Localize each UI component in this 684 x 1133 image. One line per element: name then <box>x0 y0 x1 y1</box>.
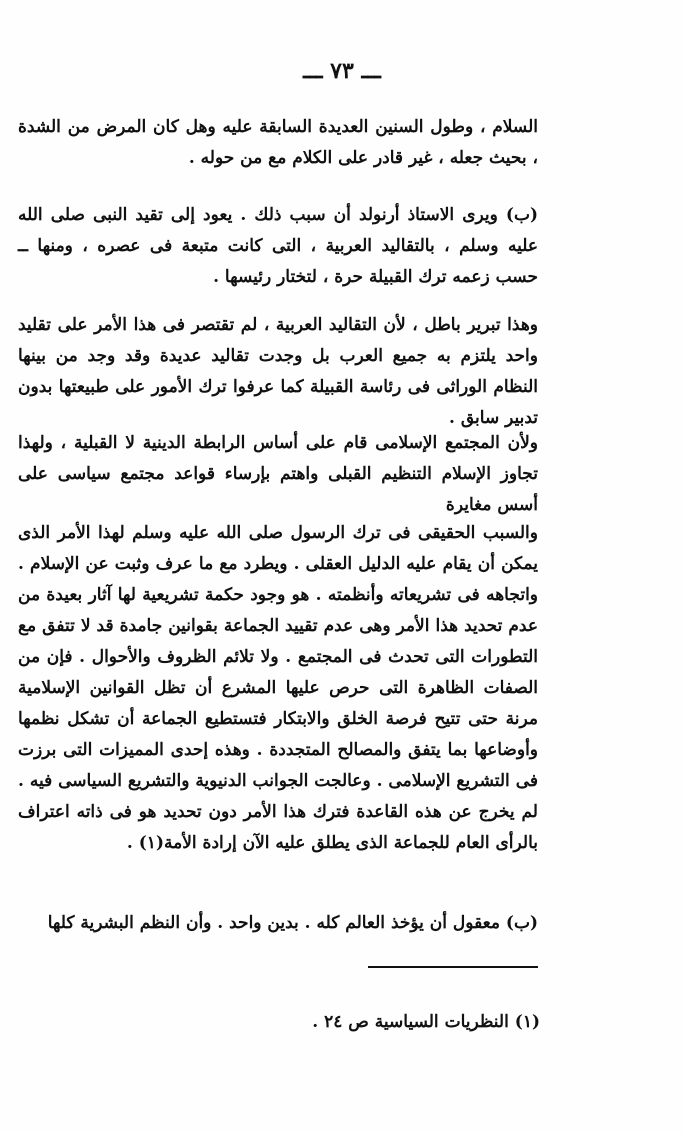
paragraph-5: والسبب الحقيقى فى ترك الرسول صلى الله عليه وسلم لهذا الأمر الذى يمكن أن يقام عليه الدليل العقلى . ويطرد مع ما عرف وثبت عن الإسلام . واتجاهه فى تشريعاته وأنظمته . هو وجود حكمة تشريعية لها آثار بعيدة من عدم تحديد هذا الأمر وهى عدم تقييد الجماعة بقوانين جامدة قد لا تتفق مع التطورات التى تحدث فى المجتمع . ولا تلائم الظروف والأحوال . فإن من الصفات الظاهرة التى حرص عليها المشرع أن تظل القوانين الإسلامية مرنة حتى تتيح فرصة الخلق والابتكار فتستطيع الجماعة أن تشكل نظمها وأوضاعها بما يتفق والمصالح المتجددة . وهذه إحدى المميزات التى برزت فى التشريع الإسلامى . وعالجت الجوانب الدنيوية والتشريع السياسى فيه . لم يخرج عن هذه القاعدة فترك هذا الأمر دون تحديد هو فى ذاته اعتراف بالرأى العام للجماعة الذى يطلق عليه الآن إرادة الأمة(١) . <box>18 523 538 853</box>
footnote-separator <box>368 966 538 968</box>
paragraph-4: ولأن المجتمع الإسلامى قام على أساس الرابطة الدينية لا القبلية ، ولهذا تجاوز الإسلام التنظيم القبلى واهتم بإرساء قواعد مجتمع سياسى على أسس مغايرة <box>18 433 538 515</box>
paragraph-2: (ب) ويرى الاستاذ أرنولد أن سبب ذلك . يعود إلى تقيد النبى صلى الله عليه وسلم ، بالتقاليد العربية ، التى كانت متبعة فى عصره ، ومنها ــ حسب زعمه ترك القبيلة حرة ، لتختار رئيسها . <box>18 205 538 287</box>
page-number: ـــ ٧٣ ـــ <box>303 58 381 84</box>
paragraph-3: وهذا تبرير باطل ، لأن التقاليد العربية ، لم تقتصر فى هذا الأمر على تقليد واحد يلتزم به جميع العرب بل وجدت تقاليد عديدة وقد وجد من بينها النظام الوراثى فى رئاسة القبيلة كما عرفوا ترك الأمور على طبيعتها بدون تدبير سابق . <box>18 315 538 428</box>
paragraph-1: السلام ، وطول السنين العديدة السابقة عليه وهل كان المرض من الشدة ، بحيث جعله ، غير قادر على الكلام مع من حوله . <box>18 117 538 168</box>
footnote: (١) النظريات السياسية ص ٢٤ . <box>312 1012 540 1032</box>
paragraph-6: (ب) معقول أن يؤخذ العالم كله . بدين واحد . وأن النظم البشرية كلها <box>47 913 538 933</box>
